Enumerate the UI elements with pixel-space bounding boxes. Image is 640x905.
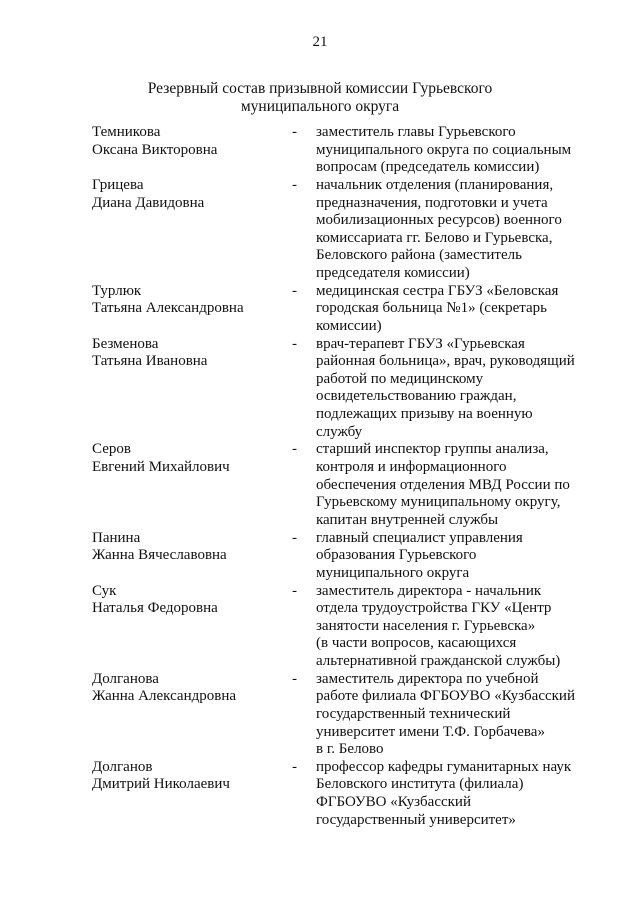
member-role-line: обеспечения отделения МВД России по <box>316 476 570 493</box>
member-dash: - <box>292 670 297 687</box>
member-role <box>316 441 592 529</box>
member-role <box>316 124 592 177</box>
member-dash: - <box>292 124 297 140</box>
member-given-names: Татьяна Ивановна <box>92 353 208 370</box>
member-role-line: комиссии) <box>316 317 382 334</box>
page-number: 21 <box>312 34 328 50</box>
member-role-line: альтернативной гражданской службы) <box>316 652 561 669</box>
member-role-line: начальник отделения (планирования, <box>316 176 554 193</box>
member-role-line: заместитель главы Гурьевского <box>316 124 516 140</box>
member-role-line: главный специалист управления <box>316 529 523 546</box>
member-surname: Панина <box>92 529 141 546</box>
commission-member <box>92 124 592 177</box>
member-dash: - <box>292 335 297 352</box>
member-dash: - <box>292 758 297 775</box>
member-role-line: государственный университет» <box>316 811 516 828</box>
member-name <box>92 124 292 159</box>
commission-member <box>92 336 592 442</box>
member-role <box>316 530 592 583</box>
document-title-line: Резервный состав призывной комиссии Гурьевского <box>147 80 493 97</box>
member-role <box>316 336 592 442</box>
member-role-line: районная больница», врач, руководящий <box>316 353 575 370</box>
member-dash: - <box>292 282 297 299</box>
document-title <box>0 80 640 115</box>
member-surname: Серов <box>92 441 131 458</box>
member-role-line: подлежащих призыву на военную <box>316 406 533 423</box>
member-role-line: муниципального округа <box>316 564 470 581</box>
member-role-line: университет имени Т.Ф. Горбачева» <box>316 723 545 740</box>
member-role-line: Гурьевскому муниципальному округу, <box>316 494 561 511</box>
member-given-names: Диана Давидовна <box>92 194 205 211</box>
member-role-line: предназначения, подготовки и учета <box>316 194 548 211</box>
member-given-names: Татьяна Александровна <box>92 300 244 317</box>
member-given-names: Жанна Александровна <box>92 688 237 705</box>
member-name <box>92 759 292 794</box>
member-role-line: образования Гурьевского <box>316 547 477 564</box>
member-role <box>316 671 592 759</box>
member-role-line: медицинская сестра ГБУЗ «Беловская <box>316 282 559 299</box>
member-role-line: муниципального округа по социальным <box>316 141 572 158</box>
member-role-line: работой по медицинскому <box>316 370 484 387</box>
member-dash: - <box>292 582 297 599</box>
member-given-names: Жанна Вячеславовна <box>92 547 227 564</box>
member-surname: Турлюк <box>92 282 142 299</box>
member-role-line: председателя комиссии) <box>316 264 470 281</box>
member-role-line: освидетельствованию граждан, <box>316 388 517 405</box>
member-role-line: комиссариата гг. Белово и Гурьевска, <box>316 229 553 246</box>
member-name <box>92 530 292 565</box>
member-role-line: капитан внутренней службы <box>316 511 499 528</box>
member-role-line: заместитель директора по учебной <box>316 670 539 687</box>
member-name <box>92 583 292 618</box>
member-role <box>316 583 592 671</box>
member-role <box>316 759 592 829</box>
member-role-line: старший инспектор группы анализа, <box>316 441 549 458</box>
member-name <box>92 283 292 318</box>
member-given-names: Дмитрий Николаевич <box>92 776 230 793</box>
member-name <box>92 441 292 476</box>
member-role-line: занятости населения г. Гурьевска» <box>316 617 536 634</box>
commission-member-list <box>92 124 592 829</box>
member-name <box>92 671 292 706</box>
member-role-line: работе филиала ФГБОУВО «Кузбасский <box>316 688 575 705</box>
member-role-line: Беловского района (заместитель <box>316 247 522 264</box>
member-surname: Долганова <box>92 670 159 687</box>
member-surname: Сук <box>92 582 117 599</box>
member-dash: - <box>292 176 297 193</box>
member-role-line: отдела трудоустройства ГКУ «Центр <box>316 600 552 617</box>
member-given-names: Евгений Михайлович <box>92 459 230 476</box>
member-role-line: службу <box>316 423 363 440</box>
member-surname: Темникова <box>92 124 161 140</box>
member-role-line: мобилизационных ресурсов) военного <box>316 212 562 229</box>
member-role-line: вопросам (председатель комиссии) <box>316 159 540 176</box>
member-dash: - <box>292 441 297 458</box>
commission-member <box>92 283 592 336</box>
member-role-line: (в части вопросов, касающихся <box>316 635 517 652</box>
member-role-line: врач-терапевт ГБУЗ «Гурьевская <box>316 335 525 352</box>
member-surname: Грицева <box>92 176 144 193</box>
document-title-line: муниципального округа <box>240 97 400 115</box>
member-role-line: государственный технический <box>316 705 511 722</box>
commission-member <box>92 759 592 829</box>
member-name <box>92 177 292 212</box>
member-role-line: заместитель директора - начальник <box>316 582 542 599</box>
member-role-line: ФГБОУВО «Кузбасский <box>316 794 471 811</box>
member-surname: Безменова <box>92 335 159 352</box>
commission-member <box>92 671 592 759</box>
member-surname: Долганов <box>92 758 153 775</box>
commission-member <box>92 583 592 671</box>
member-role <box>316 177 592 283</box>
member-role-line: контроля и информационного <box>316 459 507 476</box>
member-role-line: профессор кафедры гуманитарных наук <box>316 758 572 775</box>
member-name <box>92 336 292 371</box>
member-given-names: Наталья Федоровна <box>92 600 218 617</box>
member-given-names: Оксана Викторовна <box>92 141 218 158</box>
commission-member <box>92 530 592 583</box>
member-role <box>316 283 592 336</box>
member-role-line: в г. Белово <box>316 741 384 758</box>
member-dash: - <box>292 529 297 546</box>
member-role-line: Беловского института (филиала) <box>316 776 524 793</box>
commission-member <box>92 441 592 529</box>
member-role-line: городская больница №1» (секретарь <box>316 300 547 317</box>
commission-member <box>92 177 592 283</box>
